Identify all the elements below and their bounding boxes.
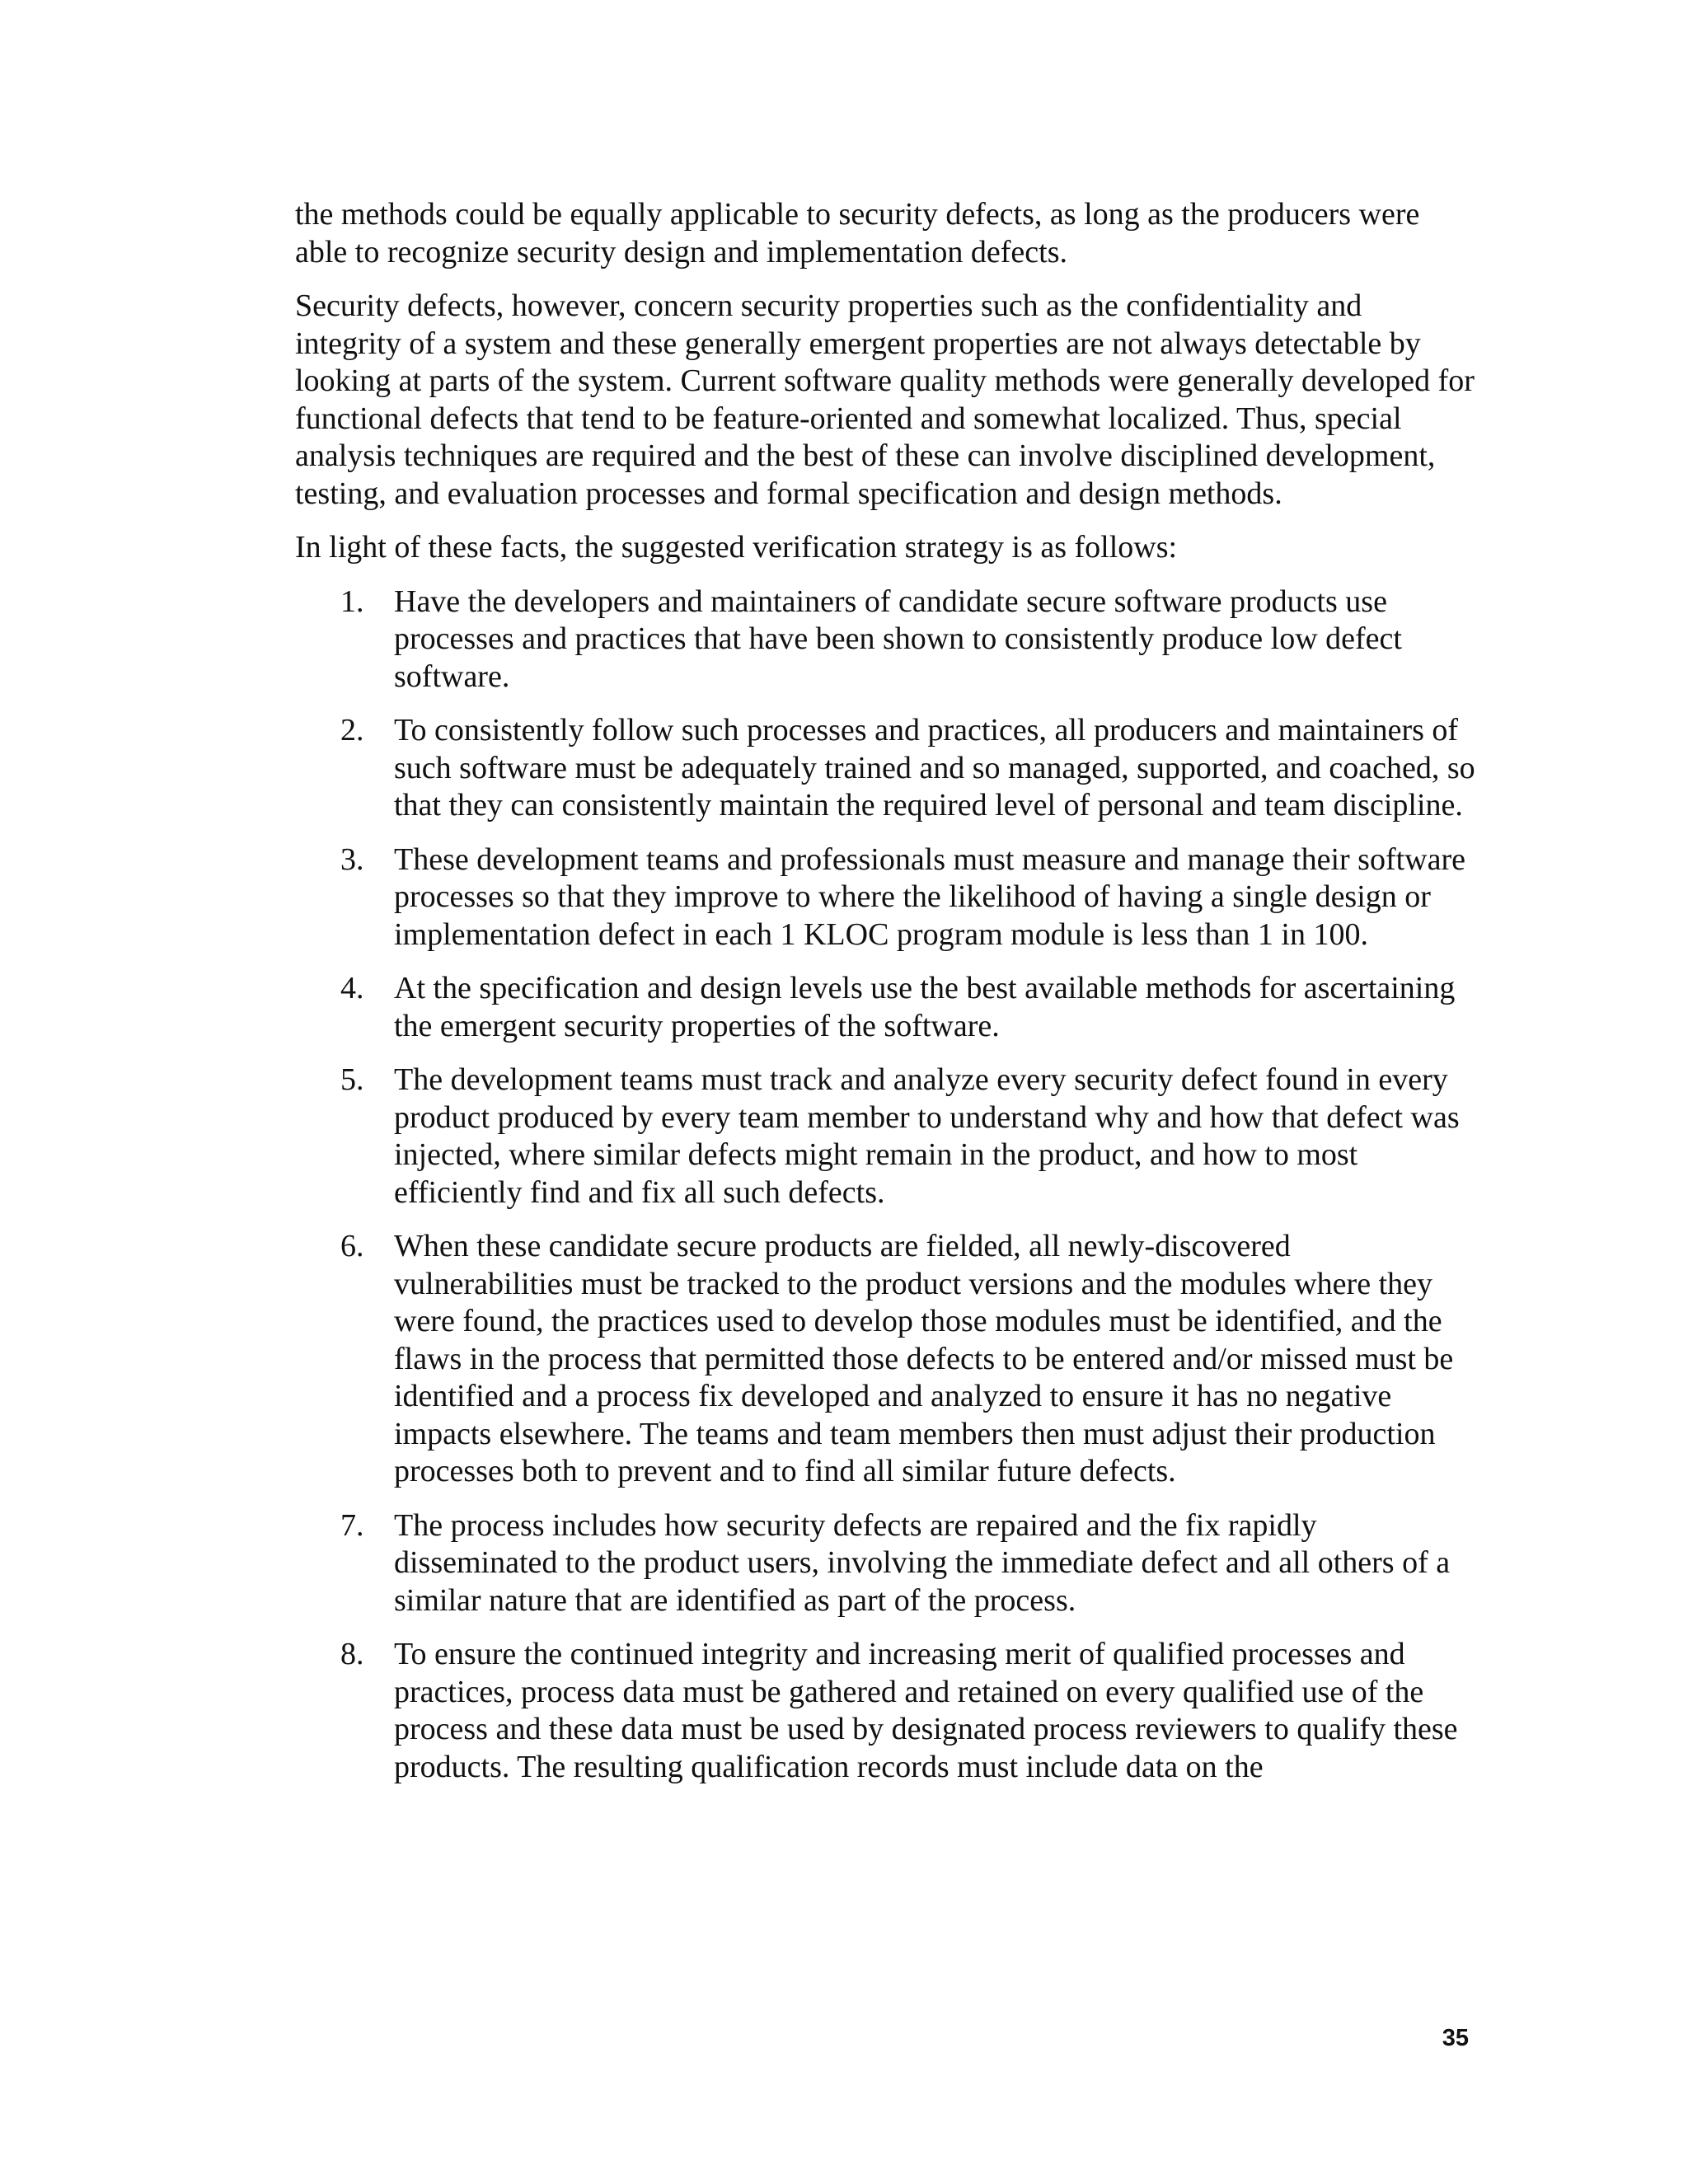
list-item bbox=[295, 712, 1475, 825]
list-item-text: The process includes how security defects are repaired and the fix rapidly disseminated to the product users, involving the immediate defect and all others of a similar nature that are identified as part of the process. bbox=[394, 1507, 1451, 1618]
paragraph-security-defects: Security defects, however, concern security properties such as the confidentiality and integrity of a system and these generally emergent properties are not always detectable by looking at parts of the system. Current software quality methods were generally developed for functional defects that tend to be feature-oriented and somewhat localized. Thus, special analysis techniques are required and the best of these can involve disciplined development, testing, and evaluation processes and formal specification and design methods. bbox=[295, 288, 1475, 511]
paragraph-strategy-intro: In light of these facts, the suggested verification strategy is as follows: bbox=[295, 530, 1178, 565]
list-item bbox=[295, 583, 1475, 696]
list-item-text: To ensure the continued integrity and increasing merit of qualified processes and practices, process data must be gathered and retained on every qualified use of the process and these data must be used by designated process reviewers to qualify these products. The resulting qualification records must include data on the bbox=[394, 1637, 1458, 1784]
list-item-number: 8. bbox=[340, 1637, 364, 1671]
list-item bbox=[295, 970, 1475, 1045]
list-item-number: 7. bbox=[340, 1507, 364, 1543]
page-number: 35 bbox=[1442, 2025, 1469, 2051]
list-item-number: 4. bbox=[340, 971, 364, 1005]
list-item-number: 5. bbox=[340, 1062, 364, 1097]
list-item-text: When these candidate secure products are fielded, all newly-discovered vulnerabilities must be tracked to the product versions and the modules where they were found, the practices used to develop those modules must be identified, and the flaws in the process that permitted those defects to be entered and/or missed must be identified and a process fix developed and analyzed to ensure it has no negative impacts elsewhere. The teams and team members then must adjust their production processes both to prevent and to find all similar future defects. bbox=[394, 1229, 1454, 1488]
list-item bbox=[295, 1636, 1475, 1786]
list-item-number: 6. bbox=[340, 1229, 364, 1263]
list-item-text: Have the developers and maintainers of candidate secure software products use processes and practices that have been shown to consistently produce low defect software. bbox=[394, 583, 1402, 694]
list-item bbox=[295, 1228, 1475, 1491]
list-item-number: 1. bbox=[340, 583, 364, 619]
list-item bbox=[295, 1507, 1475, 1620]
list-item-text: To consistently follow such processes and practices, all producers and maintainers of such software must be adequately trained and so managed, supported, and coached, so that they can consistently maintain the required level of personal and team discipline. bbox=[394, 713, 1475, 823]
page-body bbox=[295, 196, 1475, 1802]
list-item-number: 3. bbox=[340, 841, 364, 877]
paragraph-continuation: the methods could be equally applicable to security defects, as long as the producers were able to recognize security design and implementation defects. bbox=[295, 197, 1420, 269]
list-item-number: 2. bbox=[340, 713, 364, 748]
list-item-text: The development teams must track and analyze every security defect found in every product produced by every team member to understand why and how that defect was injected, where similar defects might remain in the product, and how to most efficiently find and fix all such defects. bbox=[394, 1062, 1460, 1210]
verification-strategy-list bbox=[295, 583, 1475, 1787]
list-item-text: At the specification and design levels use the best available methods for ascertaining the emergent security properties of the software. bbox=[394, 971, 1456, 1043]
list-item bbox=[295, 1062, 1475, 1212]
list-item-text: These development teams and professionals must measure and manage their software processes so that they improve to where the likelihood of having a single design or implementation defect in each 1 KLOC program module is less than 1 in 100. bbox=[394, 841, 1466, 952]
list-item bbox=[295, 841, 1475, 954]
